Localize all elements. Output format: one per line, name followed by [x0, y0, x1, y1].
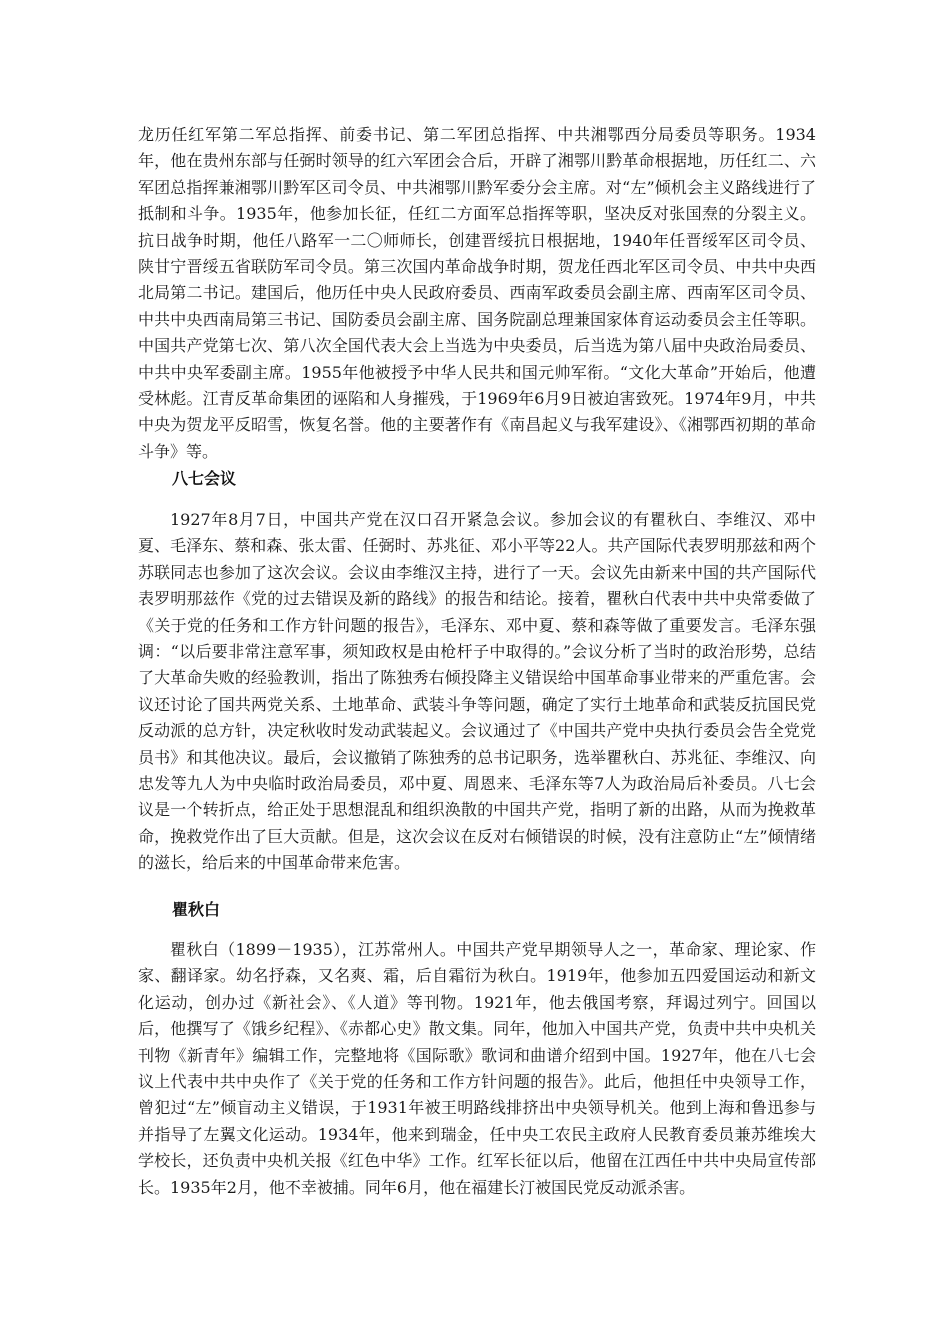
intro-paragraph: 龙历任红军第二军总指挥、前委书记、第二军团总指挥、中共湘鄂西分局委员等职务。1934年，他在贵州东部与任弼时领导的红六军团会合后，开辟了湘鄂川黔革命根据地，历任红二、六军团总指挥兼湘鄂川黔军区司令员、中共湘鄂川黔军委分会主席。对“左”倾机会主义路线进行了抵制和斗争。1935年，他参加长征，任红二方面军总指挥等职，坚决反对张国焘的分裂主义。抗日战争时期，他任八路军一二〇师师长，创建晋绥抗日根据地，1940年任晋绥军区司令员、陕甘宁晋绥五省联防军司令员。第三次国内革命战争时期，贺龙任西北军区司令员、中共中央西北局第二书记。建国后，他历任中央人民政府委员、西南军政委员会副主席、西南军区司令员、中共中央西南局第三书记、国防委员会副主席、国务院副总理兼国家体育运动委员会主任等职。中国共产党第七次、第八次全国代表大会上当选为中央委员，后当选为第八届中央政治局委员、中共中央军委副主席。1955年他被授予中华人民共和国元帅军衔。“文化大革命”开始后，他遭受林彪。江青反革命集团的诬陷和人身摧残，于1969年6月9日被迫害致死。1974年9月，中共中央为贺龙平反昭雪，恢复名誉。他的主要著作有《南昌起义与我军建设》、《湘鄂西初期的革命斗争》等。 — [138, 125, 816, 461]
section-heading-baqi-meeting: 八七会议 — [172, 469, 237, 488]
section-paragraph-baqi-meeting: 1927年8月7日，中国共产党在汉口召开紧急会议。参加会议的有瞿秋白、李维汉、邓中夏、毛泽东、蔡和森、张太雷、任弼时、苏兆征、邓小平等22人。共产国际代表罗明那兹和两个苏联同志也参加了这次会议。会议由李维汉主持，进行了一天。会议先由新来中国的共产国际代表罗明那兹作《党的过去错误及新的路线》的报告和结论。接着，瞿秋白代表中共中央常委做了《关于党的任务和工作方针问题的报告》，毛泽东、邓中夏、蔡和森等做了重要发言。毛泽东强调：“以后要非常注意军事，须知政权是由枪杆子中取得的。”会议分析了当时的政治形势，总结了大革命失败的经验教训，指出了陈独秀右倾投降主义错误给中国革命事业带来的严重危害。会议还讨论了国共两党关系、土地革命、武装斗争等问题，确定了实行土地革命和武装反抗国民党反动派的总方针，决定秋收时发动武装起义。会议通过了《中国共产党中央执行委员会告全党党员书》和其他决议。最后，会议撤销了陈独秀的总书记职务，选举瞿秋白、苏兆征、李维汉、向忠发等九人为中央临时政治局委员，邓中夏、周恩来、毛泽东等7人为政治局后补委员。八七会议是一个转折点，给正处于思想混乱和组织涣散的中国共产党，指明了新的出路，从而为挽救革命，挽救党作出了巨大贡献。但是，这次会议在反对右倾错误的时候，没有注意防止“左”倾情绪的滋长，给后来的中国革命带来危害。 — [138, 510, 816, 873]
section-paragraph-qu-qiubai: 瞿秋白（1899－1935），江苏常州人。中国共产党早期领导人之一，革命家、理论家、作家、翻译家。幼名抒森，又名爽、霜，后自霜衍为秋白。1919年，他参加五四爱国运动和新文化运动，创办过《新社会》、《人道》等刊物。1921年，他去俄国考察，拜谒过列宁。回国以后，他撰写了《饿乡纪程》、《赤都心史》散文集。同年，他加入中国共产党，负责中共中央机关刊物《新青年》编辑工作，完整地将《国际歌》歌词和曲谱介绍到中国。1927年，他在八七会议上代表中共中央作了《关于党的任务和工作方针问题的报告》。此后，他担任中央领导工作，曾犯过“左”倾盲动主义错误，于1931年被王明路线排挤出中央领导机关。他到上海和鲁迅参与并指导了左翼文化运动。1934年，他来到瑞金，任中央工农民主政府人民教育委员兼苏维埃大学校长，还负责中央机关报《红色中华》工作。红军长征以后，他留在江西任中共中央局宣传部长。1935年2月，他不幸被捕。同年6月，他在福建长汀被国民党反动派杀害。 — [138, 940, 816, 1197]
section-heading-qu-qiubai: 瞿秋白 — [172, 900, 221, 919]
